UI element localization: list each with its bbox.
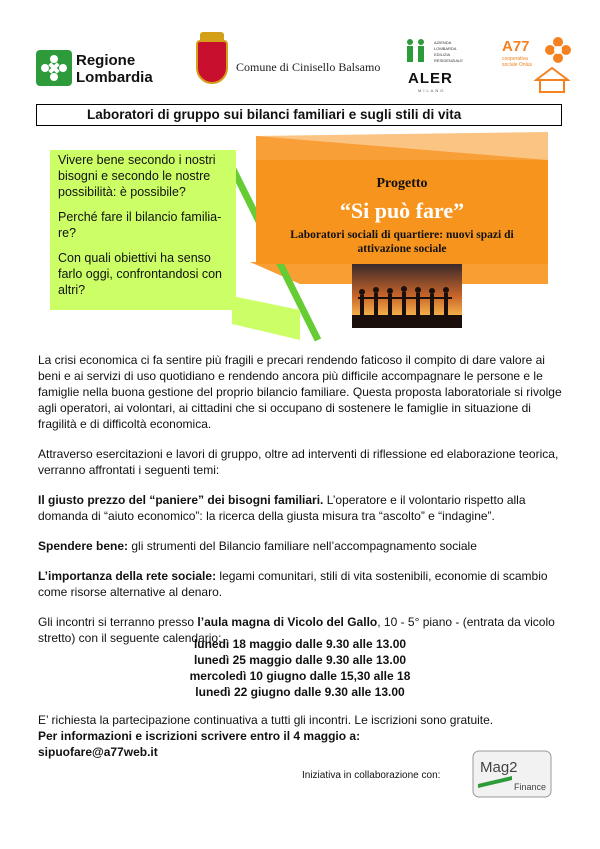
a77-logo (500, 36, 572, 96)
venue-pre: Gli incontri si terranno presso (38, 615, 198, 629)
cinisello-logo (196, 38, 386, 98)
body-text (38, 352, 562, 660)
regione-logo-line1: Regione (76, 52, 136, 69)
aler-logo-word: ALER (408, 70, 453, 87)
regione-logo-line2: Lombardia (76, 69, 153, 86)
schedule-item: lunedì 18 maggio dalle 9.30 alle 13.00 (193, 637, 407, 651)
themes-intro: Attraverso esercitazioni e lavori di gruppo, oltre ad interventi di riflessione ed elaborazione teorica, verranno affrontati i seguenti temi: (38, 447, 559, 477)
aler-small-text: AZIENDA LOMBARDA EDILIZIA RESIDENZIALE (434, 40, 463, 63)
coat-of-arms-icon (196, 40, 228, 84)
aler-figures-icon (404, 38, 428, 64)
question-3: Con quali obiettivi ha senso farlo oggi, confrontandosi con altri? (58, 251, 222, 297)
aler-logo-sub: MILANO (418, 88, 446, 93)
a77-logo-word: A77 (502, 38, 530, 55)
project-name: “Si può fare” (339, 198, 465, 223)
aler-logo (402, 36, 468, 94)
theme-1 (38, 492, 562, 524)
question-2: Perché fare il bilancio familia-re? (58, 210, 222, 240)
theme-1-text: L’operatore e il volontario rispetto alla domanda di “aiuto economico”: la ricerca della giusta misura tra “ascolto” e “indagine”. (38, 493, 526, 523)
venue-name: l’aula magna di Vicolo del Gallo (197, 615, 378, 629)
theme-3-text: legami comunitari, stili di vita sostenibili, economie di scambio come risorse alternative al denaro. (38, 569, 548, 599)
mag2-logo-word: Mag2 (480, 759, 518, 776)
page-title: Laboratori di gruppo sui bilanci familiari e sugli stili di vita (36, 104, 562, 126)
theme-1-title: Il giusto prezzo del “paniere” dei bisogni familiari. (38, 493, 324, 507)
theme-2-text: gli strumenti del Bilancio familiare nell’accompagnamento sociale (128, 539, 477, 553)
questions-box (50, 150, 236, 310)
a77-logo-sub: cooperativa sociale Onlus (502, 56, 533, 68)
mag2-finance-logo (472, 750, 552, 798)
theme-2 (38, 538, 562, 554)
venue-post: , 10 - 5° piano - (entrata da vicolo stretto) con il seguente calendario: (38, 615, 555, 645)
collaboration-label: Iniziativa in collaborazione con: (302, 770, 441, 781)
question-1: Vivere bene secondo i nostri bisogni e secondo le nostre possibilità: è possibile? (58, 153, 216, 199)
theme-3-title: L’importanza della rete sociale: (38, 569, 217, 583)
participation-note: E’ richiesta la partecipazione continuativa a tutti gli incontri. Le iscrizioni sono gratuite. (38, 713, 494, 727)
schedule-item: lunedì 25 maggio dalle 9.30 alle 13.00 (193, 653, 407, 667)
sunset-people-photo (352, 264, 462, 328)
info-line: Per informazioni e iscrizioni scrivere entro il 4 maggio a: (38, 729, 361, 743)
house-icon (534, 66, 570, 94)
intro-paragraph: La crisi economica ci fa sentire più fragili e precari rendendo faticoso il compito di dare valore ai beni e ai servizi di uso quotidiano e rendendo ancora più difficile accompagnare le persone e le famiglie nella buona gestione del proprio bilancio familiare. Questa proposta laboratoriale si rivolge agli operatori, ai volontari, ai cittadini che si occupano di sostenere le famiglie in situazione di fragilità e di difficoltà economica. (38, 353, 562, 431)
regione-lombardia-icon (36, 50, 72, 86)
mag2-logo-sub: Finance (514, 782, 547, 792)
schedule (38, 636, 562, 700)
schedule-item: mercoledì 10 giugno dalle 15,30 alle 18 (189, 669, 411, 683)
regione-lombardia-logo (36, 50, 153, 90)
cinisello-logo-text: Comune di Cinisello Balsamo (236, 60, 381, 74)
contact-email[interactable]: sipuofare@a77web.it (38, 745, 158, 759)
flower-icon (544, 36, 572, 64)
theme-3 (38, 568, 562, 600)
schedule-item: lunedì 22 giugno dalle 9.30 alle 13.00 (195, 685, 405, 699)
project-label: Progetto (376, 176, 428, 191)
project-subtitle: Laboratori sociali di quartiere: nuovi spazi di attivazione sociale (290, 229, 514, 255)
theme-2-title: Spendere bene: (38, 539, 129, 553)
